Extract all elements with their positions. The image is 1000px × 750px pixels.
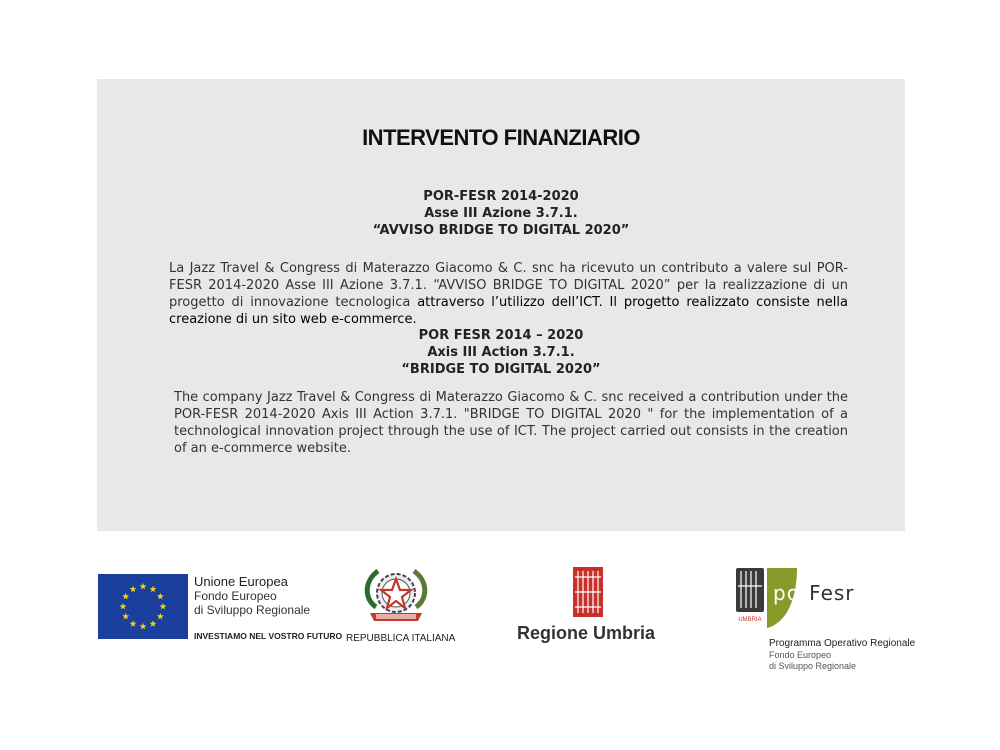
umbria-small-emblem-icon [735, 568, 769, 624]
eu-logo-text [194, 574, 343, 641]
porfesr-caption1: Programma Operativo Regionale [769, 638, 916, 649]
eu-star-icon [130, 586, 137, 593]
porfesr-caption2: Fondo Europeo [769, 650, 832, 660]
eu-star-icon [157, 593, 164, 600]
italian-emblem-icon [346, 563, 446, 629]
english-header-line3: “BRIDGE TO DIGITAL 2020” [401, 362, 601, 377]
fesr-word: Fesr [809, 581, 855, 605]
eu-star-icon [157, 613, 164, 620]
english-header-line2: Axis III Action 3.7.1. [427, 345, 575, 360]
porfesr-caption3: di Sviluppo Regionale [769, 661, 857, 671]
por-word: por [773, 581, 810, 605]
eu-flag-icon [98, 574, 188, 639]
italian-header-line2: Asse III Azione 3.7.1. [424, 206, 578, 221]
eu-line2: Fondo Europeo [194, 589, 277, 603]
eu-star-icon [150, 586, 157, 593]
porfesr-wordmark [773, 581, 855, 605]
eu-star-icon [130, 620, 137, 627]
english-header-line1: POR FESR 2014 – 2020 [418, 328, 584, 343]
italian-header-line3: “AVVISO BRIDGE TO DIGITAL 2020” [372, 223, 630, 238]
eu-star-icon [120, 603, 127, 610]
italian-paragraph [169, 260, 848, 328]
italian-paragraph-part1: La Jazz Travel & Congress di Materazzo Giacomo & C. snc ha ricevuto un contributo a valere sul POR-FESR 2014-2020 Asse III Azione 3.7.1. “AVVISO BRIDGE TO DIGITAL 2020” per la realizzazione di un progetto di innovazione tecnologica [169, 261, 848, 310]
porfesr-caption [769, 638, 915, 672]
english-paragraph: The company Jazz Travel & Congress di Materazzo Giacomo & C. snc received a contribution under the POR-FESR 2014-2020 Axis III Action 3.7.1. "BRIDGE TO DIGITAL 2020 " for the implementation of a technological innovation project through the use of ICT. The project carried out consists in the creation of an e-commerce website. [174, 390, 848, 456]
english-header [97, 327, 905, 378]
eu-star-icon [160, 603, 167, 610]
regione-umbria-caption: Regione Umbria [517, 623, 656, 643]
eu-star-icon [150, 620, 157, 627]
italian-header [97, 188, 905, 239]
umbria-small-text: UMBRIA [738, 617, 762, 623]
umbria-emblem-icon [573, 567, 633, 617]
eu-line3: di Sviluppo Regionale [194, 603, 311, 617]
italian-republic-logo [346, 563, 456, 644]
eu-star-icon [140, 583, 147, 590]
eu-star-icon [140, 623, 147, 630]
eu-star-icon [122, 593, 129, 600]
page-title: INTERVENTO FINANZIARIO [362, 125, 640, 150]
eu-tagline: INVESTIAMO NEL VOSTRO FUTURO [194, 631, 343, 641]
eu-star-icon [122, 613, 129, 620]
content-panel [97, 79, 905, 531]
italian-header-line1: POR-FESR 2014-2020 [423, 189, 579, 204]
italian-paragraph-part2: attraverso l’utilizzo dell’ICT. Il progetto realizzato consiste nella creazione di un sito web e-commerce. [169, 295, 848, 327]
eu-line1: Unione Europea [194, 574, 288, 589]
italian-republic-caption: REPUBBLICA ITALIANA [346, 633, 456, 644]
